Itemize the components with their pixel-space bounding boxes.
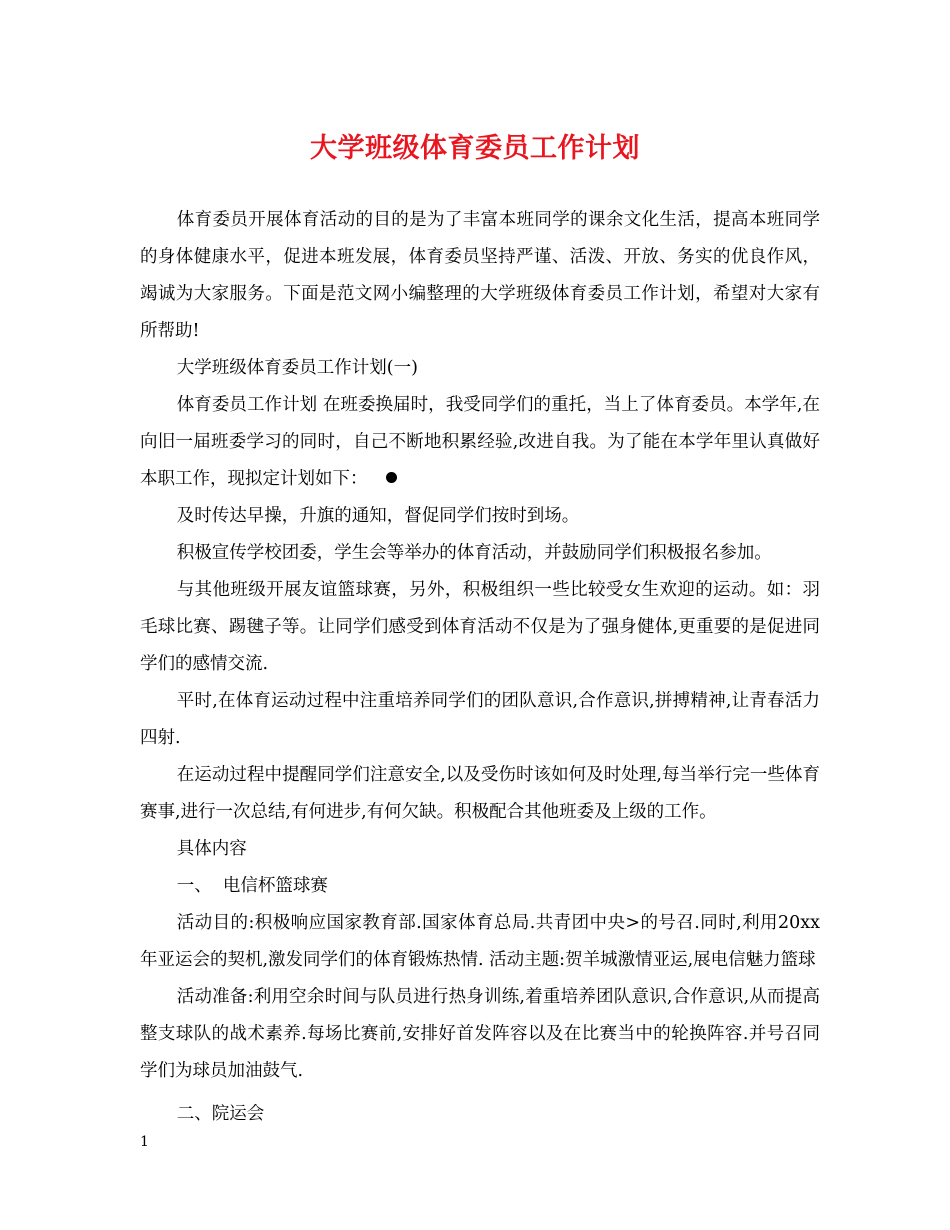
bullet-icon	[386, 472, 397, 483]
section-heading: 具体内容	[176, 839, 247, 859]
subsection-heading: 二、院运会	[176, 1104, 265, 1124]
page-number: 1	[140, 1134, 149, 1150]
activity-preparation-paragraph: 活动准备:利用空余时间与队员进行热身训练,着重培养团队意识,合作意识,从而提高整支球队的战术素养.每场比赛前,安排好首发阵容以及在比赛当中的轮换阵容.并号召同学们为球员加油鼓气.	[140, 987, 820, 1081]
plan-item-paragraph: 平时,在体育运动过程中注重培养同学们的团队意识,合作意识,拼搏精神,让青春活力四射.	[140, 691, 820, 748]
intro-paragraph: 体育委员开展体育活动的目的是为了丰富本班同学的课余文化生活，提高本班同学的身体健康水平，促进本班发展，体育委员坚持严谨、活泼、开放、务实的优良作风，竭诚为大家服务。下面是范文网小编整理的大学班级体育委员工作计划，希望对大家有所帮助!	[140, 210, 820, 341]
document-title: 大学班级体育委员工作计划	[310, 133, 640, 164]
plan-intro-paragraph	[140, 387, 820, 498]
plan-intro-text: 体育委员工作计划 在班委换届时，我受同学们的重托，当上了体育委员。本学年,在向旧一届班委学习的同时，自己不断地积累经验,改进自我。为了能在本学年里认真做好本职工作，现拟定计划如下：	[140, 395, 820, 489]
document-body	[140, 202, 820, 1133]
activity-purpose-paragraph: 活动目的:积极响应国家教育部.国家体育总局.共青团中央>的号召.同时,利用20xx年亚运会的契机,激发同学们的体育锻炼热情. 活动主题:贺羊城激情亚运,展电信魅力篮球	[140, 913, 820, 970]
plan-heading: 大学班级体育委员工作计划(一)	[176, 358, 418, 378]
plan-item-paragraph: 与其他班级开展友谊篮球赛，另外，积极组织一些比较受女生欢迎的运动。如：羽毛球比赛、踢毽子等。让同学们感受到体育活动不仅是为了强身健体,更重要的是促进同学们的感情交流.	[140, 580, 820, 674]
plan-item-paragraph: 在运动过程中提醒同学们注意安全,以及受伤时该如何及时处理,每当举行完一些体育赛事,进行一次总结,有何进步,有何欠缺。积极配合其他班委及上级的工作。	[140, 765, 820, 822]
subsection-heading: 一、 电信杯篮球赛	[176, 876, 328, 896]
plan-item-paragraph: 及时传达早操，升旗的通知，督促同学们按时到场。	[176, 506, 580, 526]
plan-item-paragraph: 积极宣传学校团委，学生会等举办的体育活动，并鼓励同学们积极报名参加。	[176, 543, 772, 563]
